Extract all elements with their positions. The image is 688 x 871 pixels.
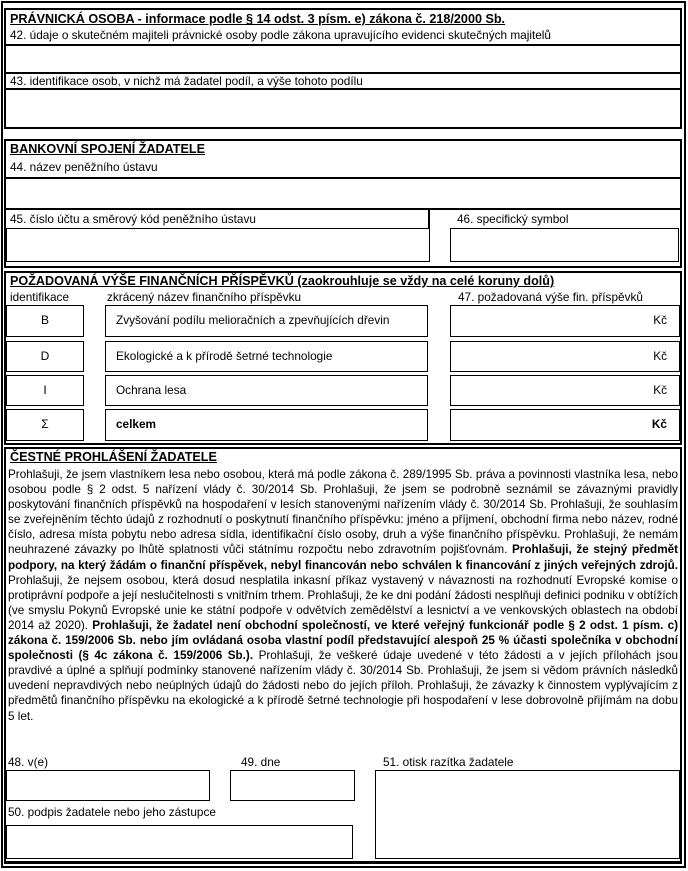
field-45-input-box[interactable] bbox=[6, 228, 430, 262]
row-i-currency: Kč bbox=[653, 382, 667, 397]
field-44-input-area[interactable] bbox=[6, 179, 680, 207]
row-d-name: Ekologické a k přírodě šetrné technologie bbox=[105, 341, 428, 373]
row-total-name: celkem bbox=[105, 409, 428, 441]
column-divider bbox=[428, 208, 430, 229]
column-header-name: zkrácený název finančního příspěvku bbox=[107, 290, 302, 304]
row-b-currency: Kč bbox=[653, 313, 667, 327]
section-legal-entity bbox=[4, 8, 682, 129]
declaration-text bbox=[8, 467, 678, 755]
row-d-id: D bbox=[6, 341, 84, 373]
declaration-segment-1: Prohlašuji, že jsem vlastníkem lesa nebo osobou, která má podle zákona č. 289/1995 Sb. práva a povinnosti vlastníka lesa, nebo osobou podle § 2 odst. 5 nařízení vlády č. 30/2014 Sb. Prohlašuji, že jsem se podrobně seznámil se závaznými pravidly poskytování finančních příspěvků na hospodaření v lesích stanovenými nařízením vlády č. 30/2014 Sb. Prohlašuji, že souhlasím se zveřejněním těchto údajů z rozhodnutí o poskytnutí finančního příspěvku: jméno a příjmení, obchodní firma nebo název, rodné číslo, adresa místa pobytu nebo adresa sídla, identifikační číslo osoby, druh a výše finančního příspěvku. Prohlašuji, že nemám neuhrazené závazky po lhůtě splatnosti vůči státnímu rozpočtu nebo zdravotním pojišťovnám. bbox=[8, 468, 678, 557]
section-contributions bbox=[4, 271, 682, 445]
declaration-segment-5: Prohlašuji, že veškeré údaje uvedené v této žádosti a v jejích přílohách jsou pravdivé a úplné a splňují podmínky stanovené nařízením vlády č. 30/2014 Sb. Prohlašuji, že jsem si vědom právních následků uvedení nepravdivých nebo neúplných údajů do žádosti nebo do jejích příloh. Prohlašuji, že závazky k činnostem vyplývajícím z předmětů finančního příspěvku na ekologické a k přírodě šetrné technologie při hospodaření v lese dobrovolně přijímám na dobu 5 let. bbox=[8, 649, 678, 723]
field-50-label: 50. podpis žadatele nebo jeho zástupce bbox=[8, 805, 216, 819]
field-51-stamp-box[interactable] bbox=[375, 770, 680, 859]
field-50-signature-box[interactable] bbox=[6, 825, 353, 859]
column-header-id: identifikace bbox=[10, 290, 70, 304]
field-44-label: 44. název peněžního ústavu bbox=[10, 160, 158, 174]
section-declaration-title: ČESTNÉ PROHLÁŠENÍ ŽADATELE bbox=[10, 450, 217, 464]
field-48-label: 48. v(e) bbox=[8, 755, 48, 769]
field-49-label: 49. dne bbox=[241, 755, 281, 769]
field-46-label: 46. specifický symbol bbox=[457, 212, 569, 226]
section-bank-details bbox=[4, 139, 682, 268]
section-legal-entity-title: PRÁVNICKÁ OSOBA - informace podle § 14 odst. 3 písm. e) zákona č. 218/2000 Sb. bbox=[10, 12, 506, 26]
declaration-segment-4-bold: Prohlašuji, že žadatel není obchodní společností, ve které veřejný funkcionář podle § 2 odst. 1 písm. c) zákona č. 159/2006 Sb. nebo jím ovládaná osoba vlastní podíl představující alespoň 25 % účasti společníka v obchodní společnosti (§ 4c zákona č. 159/2006 Sb.). bbox=[8, 618, 678, 663]
field-49-date-input-box[interactable] bbox=[230, 770, 355, 801]
row-total-amount-box[interactable] bbox=[450, 409, 680, 441]
row-d-currency: Kč bbox=[653, 348, 667, 363]
field-46-input-box[interactable] bbox=[450, 228, 679, 262]
field-42-input-area[interactable] bbox=[6, 46, 680, 72]
row-b-amount-box[interactable] bbox=[450, 305, 680, 337]
field-43-label: 43. identifikace osob, v nichž má žadatel podíl, a výše tohoto podílu bbox=[10, 74, 363, 88]
field-48-place-input-box[interactable] bbox=[6, 770, 210, 801]
field-51-label: 51. otisk razítka žadatele bbox=[383, 755, 514, 769]
column-header-amount: 47. požadovaná výše fin. příspěvků bbox=[458, 290, 643, 304]
contributions-title-note: (zaokrouhluje se vždy na celé koruny dolů) bbox=[293, 274, 555, 288]
field-42-label: 42. údaje o skutečném majiteli právnické osoby podle zákona upravujícího evidenci skutečných majitelů bbox=[10, 28, 551, 42]
section-declaration bbox=[4, 447, 682, 864]
field-45-label: 45. číslo účtu a směrový kód peněžního ústavu bbox=[10, 212, 256, 226]
divider-line bbox=[6, 208, 680, 210]
row-i-amount-box[interactable] bbox=[450, 375, 680, 407]
row-d-amount-box[interactable] bbox=[450, 341, 680, 373]
row-total-id: Σ bbox=[6, 409, 84, 441]
row-b-id: B bbox=[6, 305, 84, 337]
row-total-currency: Kč bbox=[651, 417, 667, 431]
row-i-name: Ochrana lesa bbox=[105, 375, 428, 407]
row-i-id: I bbox=[6, 375, 84, 407]
section-contributions-title bbox=[10, 274, 554, 288]
declaration-segment-3: Prohlašuji, že nejsem osobou, která dosud nesplatila inkasní příkaz vystavený v návaznosti na rozhodnutí Evropské komise o protiprávní podpoře a její neslučitelnosti s vnitřním trhem. Prohlašuji, že ke dni podání žádosti nesplňuji definici podniku v obtížích (ve smyslu Pokynů Evropské unie ke státní podpoře v odvětvích zemědělství a lesnictví a ve venkovských oblastech na období 2014 až 2020). bbox=[8, 573, 678, 632]
contributions-title-text: POŽADOVANÁ VÝŠE FINANČNÍCH PŘÍSPĚVKŮ bbox=[10, 274, 294, 288]
row-b-name: Zvyšování podílu melioračních a zpevňujících dřevin bbox=[105, 305, 428, 337]
field-43-input-area[interactable] bbox=[6, 90, 680, 127]
declaration-segment-2-bold: Prohlašuji, že stejný předmět podpory, na který žádám o finanční příspěvek, nebyl financován nebo schválen k financování z jiných veřejných zdrojů. bbox=[8, 543, 678, 572]
section-bank-title: BANKOVNÍ SPOJENÍ ŽADATELE bbox=[10, 142, 205, 156]
